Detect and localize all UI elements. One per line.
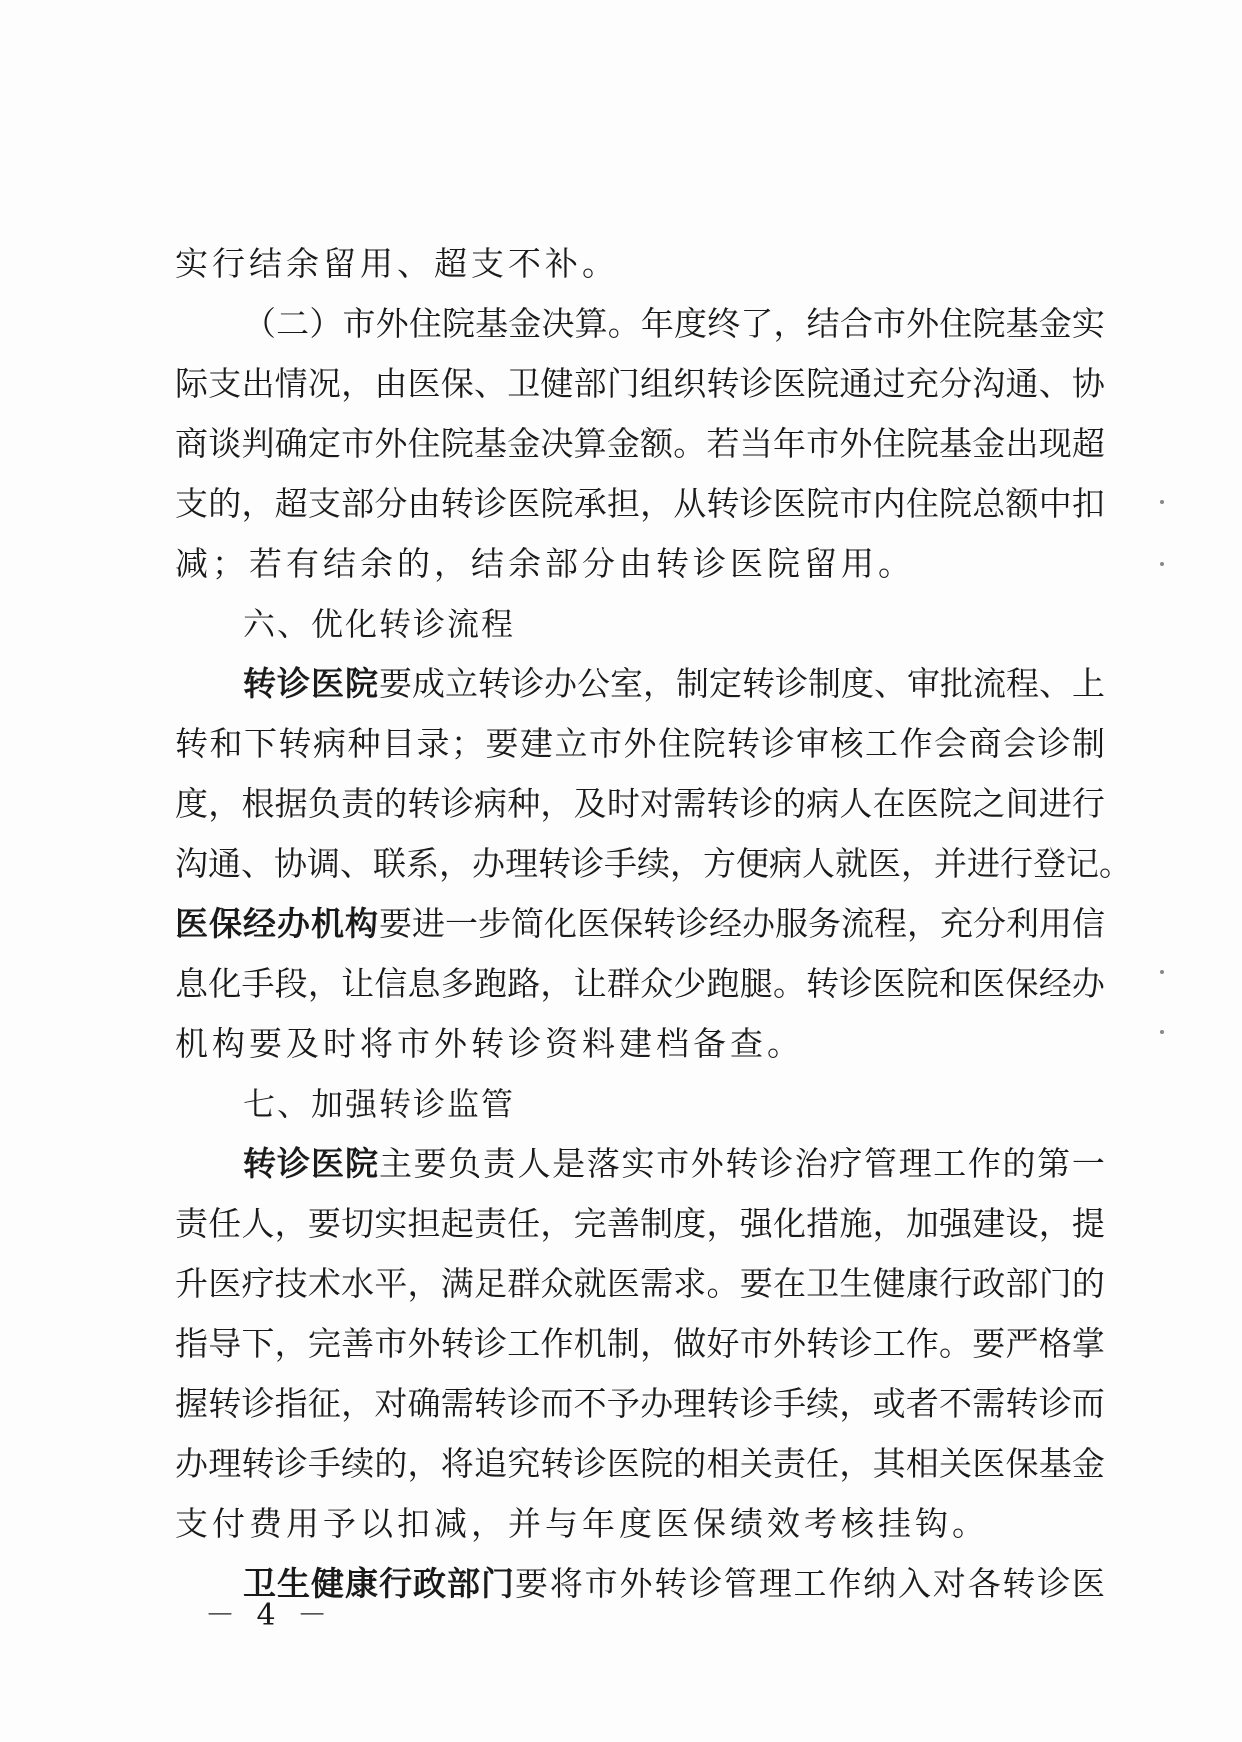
text-line — [175, 1134, 1105, 1194]
line-text: 转 和 下 转 病 种 目 录 ； 要 建 立 市 外 住 院 转 诊 审 核 工 作 会 商 会 诊 制 — [175, 724, 1105, 763]
line-text: 要 将 市 外 转 诊 管 理 工 作 纳 入 对 各 转 诊 医 — [515, 1564, 1105, 1603]
scan-speck — [1160, 1030, 1164, 1034]
heading-text: 六、优化转诊流程 — [243, 605, 516, 643]
line-text: 指 导 下 ， 完 善 市 外 转 诊 工 作 机 制 ， 做 好 市 外 转 诊 工 作 。 要 严 格 掌 — [175, 1324, 1105, 1363]
line-text: 支 的 ， 超 支 部 分 由 转 诊 医 院 承 担 ， 从 转 诊 医 院 市 内 住 院 总 额 中 扣 — [175, 484, 1105, 523]
line-text: 机构要及时将市外转诊资料建档备查。 — [175, 1024, 804, 1063]
line-text: 商 谈 判 确 定 市 外 住 院 基 金 决 算 金 额 。 若 当 年 市 外 住 院 基 金 出 现 超 — [175, 424, 1105, 463]
text-line — [175, 954, 1105, 1014]
section-heading — [175, 594, 1105, 654]
line-text: 实行结余留用、超支不补。 — [175, 244, 619, 283]
line-text: 支付费用予以扣减，并与年度医保绩效考核挂钩。 — [175, 1504, 989, 1543]
text-line — [175, 894, 1105, 954]
text-line — [175, 834, 1132, 894]
text-line — [175, 234, 1105, 294]
text-line — [175, 534, 1105, 594]
line-text: 沟 通 、 协 调 、 联 系 ， 办 理 转 诊 手 续 ， 方 便 病 人 就 医 ， 并 进 行 登 记 。 — [175, 844, 1132, 883]
text-line — [175, 414, 1105, 474]
document-body — [175, 234, 1132, 1614]
scan-speck — [1160, 500, 1164, 504]
bold-lead-term: 转诊医院 — [243, 664, 379, 703]
text-line — [175, 474, 1105, 534]
text-line — [175, 1314, 1105, 1374]
line-text: 责 任 人 ， 要 切 实 担 起 责 任 ， 完 善 制 度 ， 强 化 措 施 ， 加 强 建 设 ， 提 — [175, 1204, 1105, 1243]
line-text: 要 成 立 转 诊 办 公 室 ， 制 定 转 诊 制 度 、 审 批 流 程 、 上 — [379, 664, 1105, 703]
line-text: 办 理 转 诊 手 续 的 ， 将 追 究 转 诊 医 院 的 相 关 责 任 ， 其 相 关 医 保 基 金 — [175, 1444, 1105, 1483]
text-line — [175, 1374, 1105, 1434]
section-heading — [175, 1074, 1105, 1134]
line-text: 握 转 诊 指 征 ， 对 确 需 转 诊 而 不 予 办 理 转 诊 手 续 ， 或 者 不 需 转 诊 而 — [175, 1384, 1105, 1423]
text-line — [175, 1014, 1105, 1074]
text-line — [175, 354, 1105, 414]
text-line — [175, 1434, 1105, 1494]
text-line — [175, 714, 1105, 774]
bold-lead-term: 转诊医院 — [243, 1144, 379, 1183]
text-line — [175, 1494, 1105, 1554]
scan-speck — [1160, 970, 1164, 974]
heading-text: 七、加强转诊监管 — [243, 1085, 516, 1123]
text-line — [175, 1194, 1105, 1254]
line-text: 度 ， 根 据 负 责 的 转 诊 病 种 ， 及 时 对 需 转 诊 的 病 人 在 医 院 之 间 进 行 — [175, 784, 1105, 823]
line-text: 息 化 手 段 ， 让 信 息 多 跑 路 ， 让 群 众 少 跑 腿 。 转 诊 医 院 和 医 保 经 办 — [175, 964, 1105, 1003]
line-text: 要 进 一 步 简 化 医 保 转 诊 经 办 服 务 流 程 ， 充 分 利 用 信 — [379, 904, 1105, 943]
bold-lead-term: 卫生健康行政部门 — [243, 1564, 515, 1603]
line-text: 主 要 负 责 人 是 落 实 市 外 转 诊 治 疗 管 理 工 作 的 第 一 — [379, 1144, 1105, 1183]
line-text: 际 支 出 情 况 ， 由 医 保 、 卫 健 部 门 组 织 转 诊 医 院 通 过 充 分 沟 通 、 协 — [175, 364, 1105, 403]
text-line — [175, 1254, 1105, 1314]
text-line — [175, 294, 1105, 354]
line-text: 升 医 疗 技 术 水 平 ， 满 足 群 众 就 医 需 求 。 要 在 卫 生 健 康 行 政 部 门 的 — [175, 1264, 1105, 1303]
bold-lead-term: 医保经办机构 — [175, 904, 379, 943]
text-line — [175, 774, 1105, 834]
line-text: （ 二 ） 市 外 住 院 基 金 决 算 。 年 度 终 了 ， 结 合 市 外 住 院 基 金 实 — [243, 304, 1105, 343]
line-text: 减；若有结余的，结余部分由转诊医院留用。 — [175, 544, 915, 583]
page-number: － 4 － — [205, 1598, 334, 1633]
text-line — [175, 654, 1105, 714]
scan-speck — [1160, 562, 1164, 566]
